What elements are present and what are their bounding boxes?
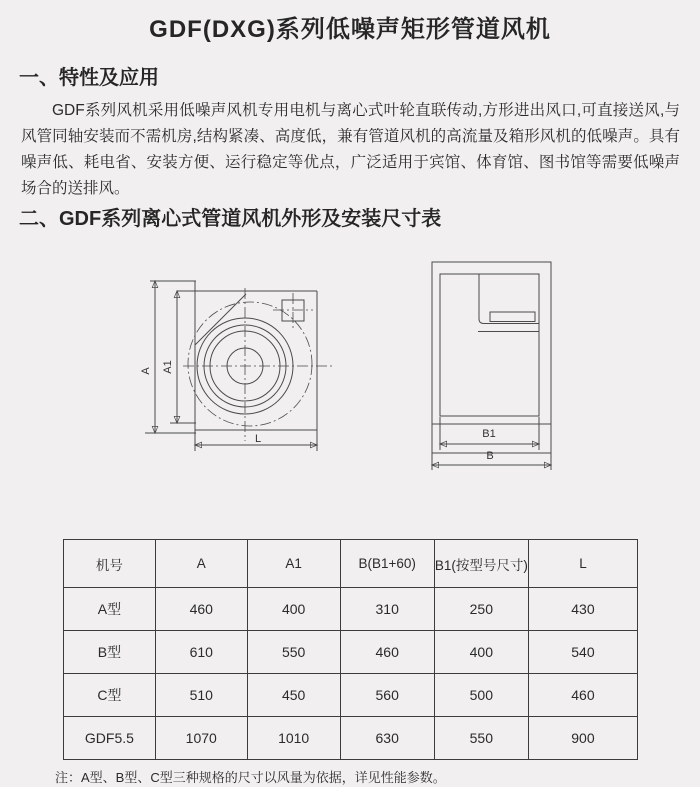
cell-l: 900 <box>528 717 637 760</box>
col-header-model: 机号 <box>64 540 156 588</box>
cell-a: 610 <box>155 631 247 674</box>
section1-heading: 一、特性及应用 <box>19 67 159 89</box>
dim-b1-label: B1 <box>482 428 496 440</box>
cell-l: 430 <box>528 588 637 631</box>
col-header-b1: B1(按型号尺寸) <box>434 540 528 588</box>
table-row <box>64 674 638 717</box>
cell-b: 460 <box>340 631 434 674</box>
cell-model: B型 <box>64 631 156 674</box>
installation-dimension-drawings <box>0 248 700 483</box>
table-row <box>64 588 638 631</box>
section1-paragraph: GDF系列风机采用低噪声风机专用电机与离心式叶轮直联传动,方形进出风口,可直接送风,与风管同轴安装而不需机房,结构紧凑、高度低，兼有管道风机的高流量及箱形风机的低噪声。具有噪声低、耗电省、安装方便、运行稳定等优点，广泛适用于宾馆、体育馆、图书馆等需要低噪声场合的送排风。 <box>21 102 680 197</box>
col-header-a1: A1 <box>247 540 340 588</box>
junction-box <box>273 293 313 328</box>
cell-l: 460 <box>528 674 637 717</box>
cell-b1: 550 <box>434 717 528 760</box>
motor-bracket <box>478 274 539 332</box>
dim-b1 <box>440 417 539 450</box>
cell-a1: 550 <box>247 631 340 674</box>
page-title: GDF(DXG)系列低噪声矩形管道风机 <box>149 16 551 43</box>
cell-b: 310 <box>340 588 434 631</box>
cell-model: C型 <box>64 674 156 717</box>
cell-model: A型 <box>64 588 156 631</box>
cell-a: 1070 <box>155 717 247 760</box>
cell-a: 510 <box>155 674 247 717</box>
dim-l <box>195 433 317 445</box>
front-view-drawing <box>140 281 332 451</box>
col-header-l: L <box>528 540 637 588</box>
dim-b-label: B <box>486 450 494 462</box>
cell-b1: 500 <box>434 674 528 717</box>
table-row <box>64 631 638 674</box>
table-note: 注：A型、B型、C型三种规格的尺寸以风量为依据，详见性能参数。 <box>55 770 446 785</box>
cell-b: 630 <box>340 717 434 760</box>
casing-outline <box>432 262 551 453</box>
dimensions-table <box>63 539 638 760</box>
cell-a1: 450 <box>247 674 340 717</box>
table-row <box>64 717 638 760</box>
dim-a1 <box>162 291 196 423</box>
col-header-b: B(B1+60) <box>340 540 434 588</box>
cell-a1: 400 <box>247 588 340 631</box>
cell-l: 540 <box>528 631 637 674</box>
dim-a <box>140 281 196 433</box>
table-header-row <box>64 540 638 588</box>
cell-b: 560 <box>340 674 434 717</box>
dim-a-label: A <box>140 367 152 375</box>
cell-b1: 250 <box>434 588 528 631</box>
cell-a1: 1010 <box>247 717 340 760</box>
col-header-a: A <box>155 540 247 588</box>
side-view-drawing <box>432 262 551 470</box>
dim-a1-label: A1 <box>162 360 174 374</box>
dim-l-label: L <box>254 433 262 445</box>
cell-model: GDF5.5 <box>64 717 156 760</box>
centerlines <box>183 288 332 441</box>
section2-heading: 二、GDF系列离心式管道风机外形及安装尺寸表 <box>19 208 442 230</box>
cell-a: 460 <box>155 588 247 631</box>
cell-b1: 400 <box>434 631 528 674</box>
